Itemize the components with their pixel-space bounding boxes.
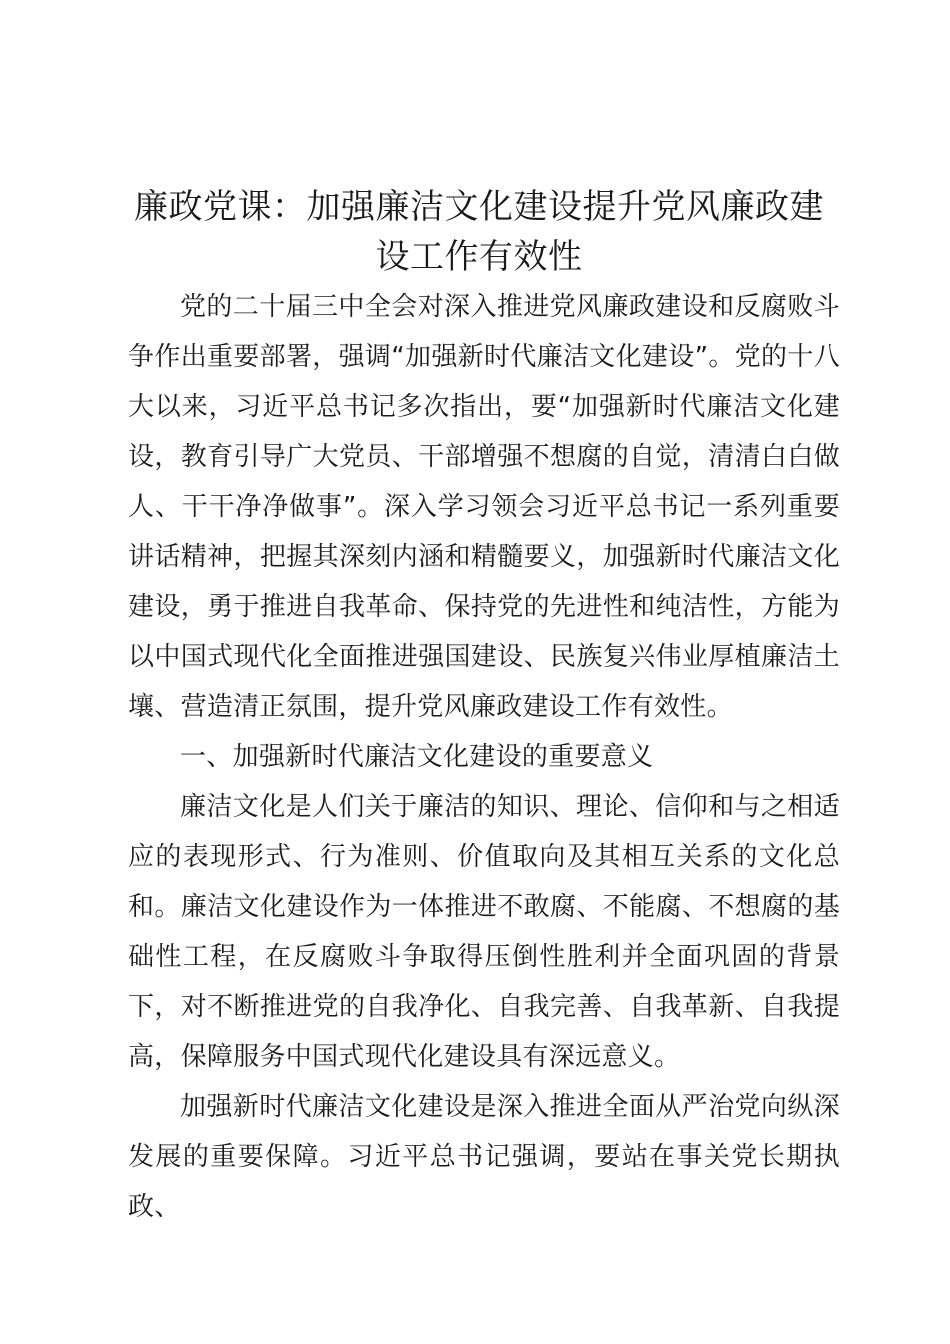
document-title: 廉政党课：加强廉洁文化建设提升党风廉政建设工作有效性 bbox=[134, 187, 824, 277]
section-heading-1: 一、加强新时代廉洁文化建设的重要意义 bbox=[180, 742, 654, 772]
body-paragraph-significance: 加强新时代廉洁文化建设是深入推进全面从严治党向纵深发展的重要保障。习近平总书记强调，要站在事关党长期执政、 bbox=[128, 1092, 840, 1222]
document-body bbox=[128, 282, 840, 1232]
body-paragraph-definition: 廉洁文化是人们关于廉洁的知识、理论、信仰和与之相适应的表现形式、行为准则、价值取向及其相互关系的文化总和。廉洁文化建设作为一体推进不敢腐、不能腐、不想腐的基础性工程，在反腐败斗争取得压倒性胜利并全面巩固的背景下，对不断推进党的自我净化、自我完善、自我革新、自我提高，保障服务中国式现代化建设具有深远意义。 bbox=[128, 792, 840, 1072]
body-paragraph-intro: 党的二十届三中全会对深入推进党风廉政建设和反腐败斗争作出重要部署，强调“加强新时代廉洁文化建设”。党的十八大以来，习近平总书记多次指出，要“加强新时代廉洁文化建设，教育引导广大党员、干部增强不想腐的自觉，清清白白做人、干干净净做事”。深入学习领会习近平总书记一系列重要讲话精神，把握其深刻内涵和精髓要义，加强新时代廉洁文化建设，勇于推进自我革命、保持党的先进性和纯洁性，方能为以中国式现代化全面推进强国建设、民族复兴伟业厚植廉洁土壤、营造清正氛围，提升党风廉政建设工作有效性。 bbox=[128, 292, 840, 722]
